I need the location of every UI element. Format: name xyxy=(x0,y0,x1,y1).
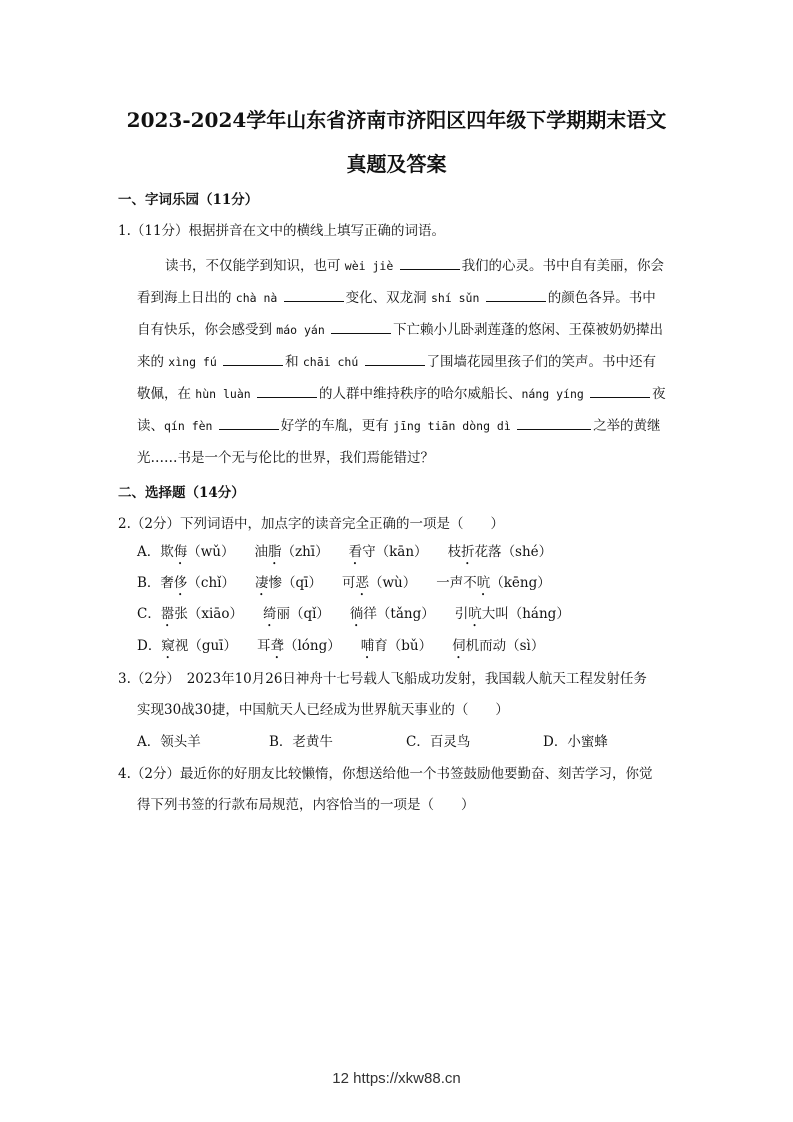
passage-line xyxy=(137,286,656,306)
pinyin: （zhī） xyxy=(281,544,329,560)
dotted-char: 看 xyxy=(348,544,363,560)
option-word xyxy=(448,544,553,560)
option-word xyxy=(455,606,570,622)
page-footer: 12 https://xkw88.cn xyxy=(332,1070,461,1087)
option-word xyxy=(349,544,428,560)
passage-line xyxy=(137,414,661,434)
dotted-char: 哺 xyxy=(360,638,375,654)
q2-stem: 2.（2分）下列词语中，加点字的读音完全正确的一项是（ ） xyxy=(118,516,504,532)
pinyin-prompt: máo yán xyxy=(276,323,325,337)
q1-stem: 1.（11分）根据拼音在文中的横线上填写正确的词语。 xyxy=(118,223,446,239)
answer-blank[interactable] xyxy=(590,383,650,398)
dotted-char: 侈 xyxy=(173,575,188,591)
word-prefix: 欺 xyxy=(160,544,174,560)
passage-text: 光……书是一个无与伦比的世界，我们焉能错过？ xyxy=(137,450,434,466)
pinyin-prompt: xìng fú xyxy=(168,355,217,369)
passage-line xyxy=(137,446,434,466)
option-word xyxy=(342,575,416,591)
answer-blank[interactable] xyxy=(365,351,425,366)
pinyin-prompt: chà nà xyxy=(235,291,278,305)
answer-blank[interactable] xyxy=(486,287,546,302)
option-word xyxy=(161,638,237,654)
option-word xyxy=(160,575,235,591)
pinyin: （chǐ） xyxy=(187,575,235,591)
passage-text: 自有快乐，你会感受到 xyxy=(137,322,277,338)
q3-option-a[interactable]: A．领头羊 xyxy=(137,734,201,750)
option-label: D． xyxy=(137,638,162,654)
passage-line xyxy=(137,350,656,370)
pinyin-prompt: chāi chú xyxy=(302,355,359,369)
option-word xyxy=(255,544,329,560)
q3-options xyxy=(137,730,608,750)
word-prefix: 一声不 xyxy=(436,575,477,591)
q3-stem-line1: 3.（2分） 2023年10月26日神舟十七号载人飞船成功发射，我国载人航天工程发射任务 xyxy=(118,671,647,687)
option-label: C． xyxy=(137,606,161,622)
dotted-char: 吭 xyxy=(468,606,482,622)
doc-title-line1: 2023-2024学年山东省济南市济阳区四年级下学期期末语文 xyxy=(126,108,667,132)
dotted-char: 凄 xyxy=(255,575,269,591)
pinyin: （sì） xyxy=(506,638,545,654)
passage-text: 看到海上日出的 xyxy=(137,290,236,306)
pinyin: （guī） xyxy=(188,638,237,654)
word-suffix: 机而动 xyxy=(465,638,507,654)
answer-blank[interactable] xyxy=(257,383,317,398)
answer-blank[interactable] xyxy=(223,351,283,366)
pinyin-prompt: náng yíng xyxy=(521,387,584,401)
answer-blank[interactable] xyxy=(219,415,279,430)
pinyin: （tǎng） xyxy=(376,606,435,622)
passage-text: 敬佩，在 xyxy=(137,386,196,402)
passage-text: 的颜色各异。书中 xyxy=(547,290,656,306)
passage-text: 我们的心灵。书中自有美丽，你会 xyxy=(461,258,665,274)
q3-option-d[interactable]: D．小蜜蜂 xyxy=(543,734,608,750)
option-word xyxy=(161,606,243,622)
pinyin-prompt: qín fèn xyxy=(164,419,213,433)
word-suffix: 视 xyxy=(174,638,189,654)
answer-blank[interactable] xyxy=(284,287,344,302)
answer-blank[interactable] xyxy=(517,415,591,430)
dotted-char: 吭 xyxy=(476,575,491,591)
passage-text: 变化、双龙洞 xyxy=(345,290,431,306)
pinyin: （lóng） xyxy=(283,638,341,654)
q2-option-a[interactable] xyxy=(137,540,572,568)
dotted-char: 聋 xyxy=(270,638,284,654)
option-word xyxy=(257,638,341,654)
passage-text: 读、 xyxy=(137,418,164,434)
passage-text: 读书，不仅能学到知识，也可 xyxy=(165,258,345,274)
word-prefix: 油 xyxy=(254,544,268,560)
word-prefix: 枝 xyxy=(447,544,462,560)
passage-text: 的人群中维持秩序的哈尔威船长、 xyxy=(318,386,522,402)
option-word xyxy=(160,544,234,560)
word-suffix: 惨 xyxy=(268,575,282,591)
pinyin: （xiāo） xyxy=(187,606,243,622)
option-word xyxy=(350,606,435,622)
pinyin: （bǔ） xyxy=(387,638,433,654)
dotted-char: 恶 xyxy=(355,575,369,591)
word-suffix: 丽 xyxy=(276,606,290,622)
pinyin: （háng） xyxy=(508,606,570,622)
option-word xyxy=(361,638,432,654)
dotted-char: 侮 xyxy=(173,544,188,560)
dotted-char: 折 xyxy=(461,544,475,560)
pinyin-prompt: jīng tiān dòng dì xyxy=(393,419,511,433)
q3-option-c[interactable]: C．百灵鸟 xyxy=(406,734,471,750)
pinyin: （kēng） xyxy=(490,575,551,591)
answer-blank[interactable] xyxy=(400,255,460,270)
option-word xyxy=(436,575,551,591)
section-heading-2: 二、选择题（14分） xyxy=(118,485,245,501)
option-label: B． xyxy=(137,575,161,591)
q4-stem-line1: 4.（2分）最近你的好朋友比较懒惰，你想送给他一个书签鼓励他要勤奋、刻苦学习，你觉 xyxy=(118,766,653,782)
pinyin: （shé） xyxy=(501,544,553,560)
passage-text: 好学的车胤，更有 xyxy=(280,418,394,434)
passage-line xyxy=(137,382,666,402)
pinyin: （wǔ） xyxy=(187,544,235,560)
q2-option-b[interactable] xyxy=(137,571,571,599)
dotted-char: 脂 xyxy=(268,544,282,560)
passage-text: 下亡赖小儿卧剥莲蓬的悠闲、王葆被奶奶撵出 xyxy=(393,322,664,338)
pinyin: （qǐ） xyxy=(289,606,330,622)
word-suffix: 守 xyxy=(362,544,376,560)
option-word xyxy=(255,575,322,591)
pinyin-prompt: wèi jiè xyxy=(344,259,394,273)
q2-option-c[interactable] xyxy=(137,602,590,630)
dotted-char: 绮 xyxy=(262,606,277,622)
pinyin-prompt: hùn luàn xyxy=(195,387,251,401)
doc-title-line2: 真题及答案 xyxy=(346,152,447,176)
q3-option-b[interactable]: B．老黄牛 xyxy=(269,734,333,750)
pinyin: （wù） xyxy=(368,575,417,591)
dotted-char: 伺 xyxy=(452,638,466,654)
word-suffix: 徉 xyxy=(363,606,377,622)
dotted-char: 嚣 xyxy=(160,606,175,622)
passage-line xyxy=(137,318,663,338)
word-prefix: 可 xyxy=(341,575,356,591)
q4-stem-line2: 得下列书签的行款布局规范，内容恰当的一项是（ ） xyxy=(137,797,475,813)
word-suffix: 大叫 xyxy=(481,606,509,622)
answer-blank[interactable] xyxy=(331,319,391,334)
word-prefix: 引 xyxy=(454,606,469,622)
passage-text: 了围墙花园里孩子们的笑声。书中还有 xyxy=(426,354,657,370)
option-word xyxy=(263,606,330,622)
passage-text: 夜 xyxy=(652,386,666,402)
q2-option-d[interactable] xyxy=(137,634,564,662)
dotted-char: 窥 xyxy=(161,638,175,654)
pinyin: （qī） xyxy=(282,575,322,591)
passage-line xyxy=(165,254,664,274)
option-label: A． xyxy=(137,544,161,560)
passage-text: 来的 xyxy=(137,354,169,370)
word-suffix: 花落 xyxy=(474,544,502,560)
word-suffix: 张 xyxy=(174,606,188,622)
word-prefix: 奢 xyxy=(160,575,174,591)
pinyin-prompt: shí sǔn xyxy=(430,291,480,305)
option-word xyxy=(452,638,544,654)
word-prefix: 耳 xyxy=(256,638,271,654)
passage-text: 和 xyxy=(285,354,303,370)
pinyin: （kān） xyxy=(375,544,428,560)
section-heading-1: 一、字词乐园（11分） xyxy=(118,192,259,208)
q3-stem-line2: 实现30战30捷，中国航天人已经成为世界航天事业的（ ） xyxy=(137,702,509,718)
word-suffix: 育 xyxy=(374,638,388,654)
passage-text: 之举的黄继 xyxy=(593,418,661,434)
dotted-char: 徜 xyxy=(349,606,364,622)
